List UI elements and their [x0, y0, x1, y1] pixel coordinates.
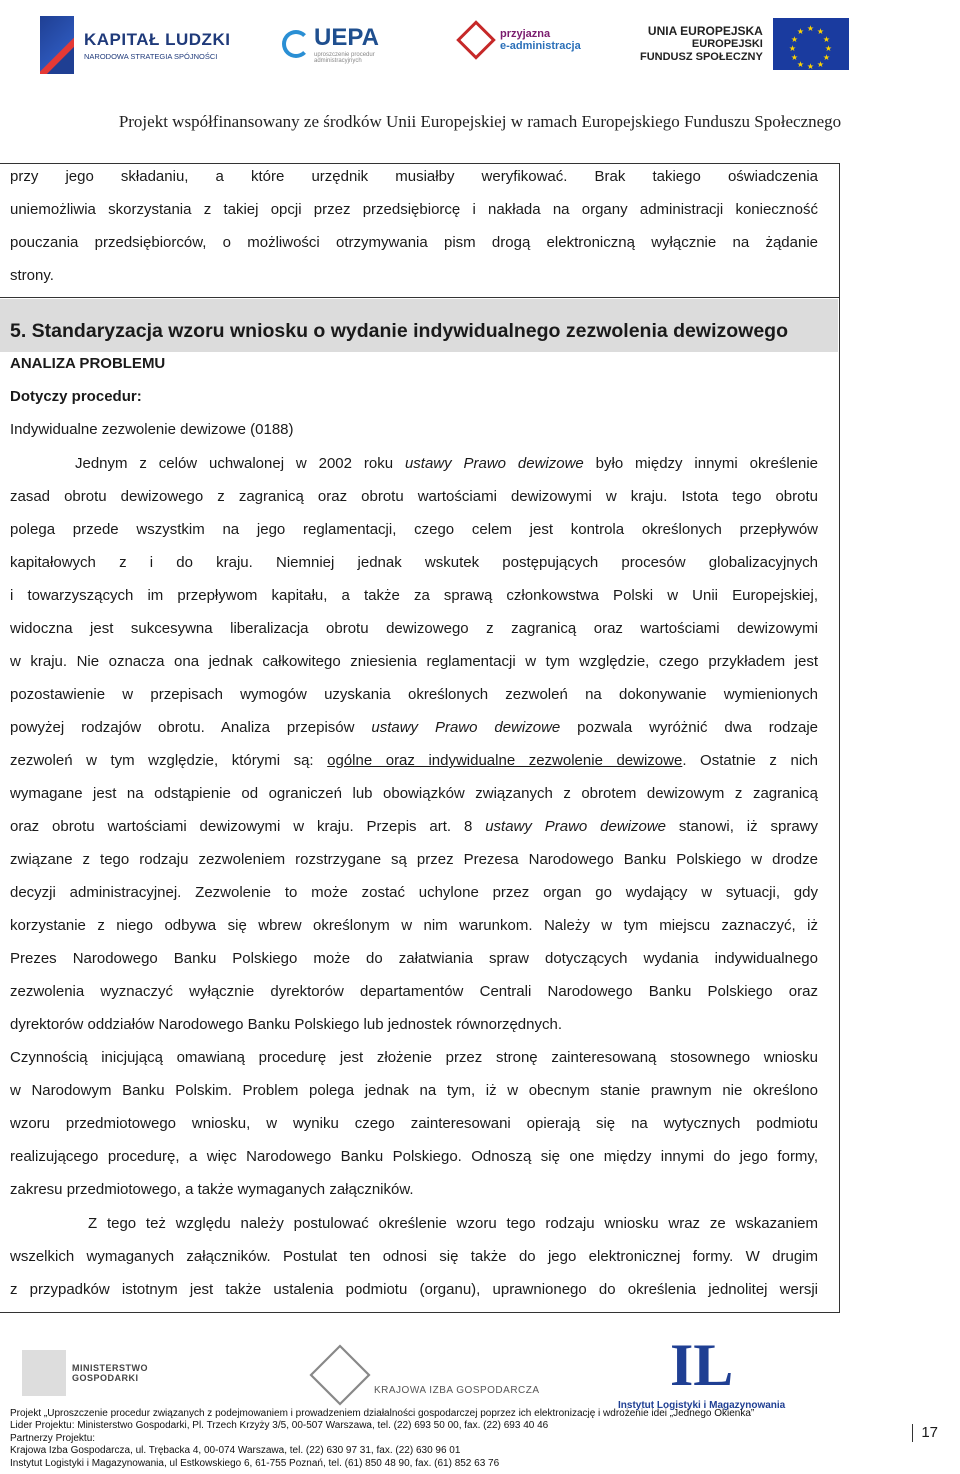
kapital-ludzki-logo — [40, 16, 230, 74]
il-mark: IL — [669, 1332, 734, 1398]
paragraph-line: korzystanie z niego odbywa się wbrew określonym w nim warunkom. Należy w tym miejscu zaznaczyć, iż — [10, 917, 818, 934]
footer-line: Instytut Logistyki i Magazynowania, ul Estkowskiego 6, 61-755 Poznań, tel. (61) 850 48 90, fax. (61) 852 63 76 — [10, 1457, 500, 1469]
analysis-label: ANALIZA PROBLEMU — [10, 355, 166, 372]
mg-line2: GOSPODARKI — [72, 1373, 139, 1383]
paragraph-line: polega przede wszystkim na jego reglamentacji, czego celem jest kontrola określonych przepływów — [10, 521, 818, 538]
paragraph-line: Jednym z celów uchwalonej w 2002 roku ustawy Prawo dewizowe było między innymi określenie — [75, 455, 819, 472]
paragraph-line: związane z tego rodzaju zezwoleniem rozstrzygane są przez Prezesa Narodowego Banku Polskiego w drodze — [10, 851, 818, 868]
paragraph-line: w kraju. Nie oznacza ona jednak całkowitego zniesienia reglamentacji w tym względzie, czego przykładem jest — [10, 653, 818, 670]
kapital-ludzki-icon — [40, 16, 74, 74]
paragraph-line: z przypadków istotnym jest także ustalenia podmiotu (organu), uprawnionego do określenia jednolitej wersji — [10, 1281, 818, 1298]
footer-logos — [0, 1330, 960, 1410]
paragraph-line: kapitałowych z i do kraju. Niemniej jednak wskutek postępujących procesów globalizacyjnych — [10, 554, 818, 571]
paragraph-line: decyzji administracyjnej. Zezwolenie to może zostać uchylone przez organ go wydający w sytuacji, gdy — [10, 884, 818, 901]
przyjazna-e-administracja-logo — [462, 26, 581, 54]
kapital-ludzki-subtitle: NARODOWA STRATEGIA SPÓJNOŚCI — [84, 51, 218, 61]
paragraph-line: zasad obrotu dewizowego z zagranicą oraz obrotu wartościami dewizowymi w kraju. Istota tego obrotu — [10, 488, 818, 505]
paragraph-line: zakresu przedmiotowego, a także wymaganych załączników. — [10, 1181, 414, 1198]
intro-line: uniemożliwia skorzystania z takiej opcji przez przedsiębiorcę i nakłada na organy administracji konieczność — [10, 201, 818, 218]
section-divider — [0, 297, 840, 298]
procedure-name: Indywidualne zezwolenie dewizowe (0188) — [10, 421, 294, 438]
eagle-emblem-icon — [22, 1350, 66, 1396]
ministerstwo-gospodarki-logo — [22, 1350, 148, 1396]
kig-emblem-icon — [309, 1344, 370, 1405]
footer-line: Projekt „Uproszczenie procedur związanych z podejmowaniem i prowadzeniem działalności gospodarczej poprzez ich elektronizację i wdrożenie idei „Jednego Okienka” — [10, 1408, 755, 1419]
page-number: 17 — [912, 1424, 938, 1442]
paragraph-line: zezwolenia wyznaczyć wyłącznie dyrektorów departamentów Centrali Narodowego Banku Polskiego oraz — [10, 983, 818, 1000]
footer-text — [10, 1408, 910, 1470]
paragraph-line: dyrektorów oddziałów Narodowego Banku Polskiego lub jednostek równorzędnych. — [10, 1016, 562, 1033]
instytut-logistyki-logo — [618, 1330, 785, 1411]
uepa-subtitle: uproszczenie procedur administracyjnych — [314, 52, 375, 64]
unia-europejska-logo — [640, 18, 849, 70]
paragraph-line: realizującego procedurę, a więc Narodowego Banku Polskiego. Odnoszą się one między innymi do jego formy, — [10, 1148, 818, 1165]
paragraph-line: Czynnością inicjującą omawianą procedurę jest złożenie przez stronę zainteresowaną stosownego wniosku — [10, 1049, 818, 1066]
uepa-title: UEPA — [314, 24, 379, 51]
kapital-ludzki-title: KAPITAŁ LUDZKI — [84, 29, 231, 49]
paragraph-line: Z tego też względu należy postulować określenie wzoru tego rodzaju wniosku wraz ze wskazaniem — [88, 1215, 818, 1232]
project-cofinancing-line: Projekt współfinansowany ze środków Unii Europejskiej w ramach Europejskiego Funduszu Społecznego — [118, 112, 842, 131]
paragraph-line: wzoru przedmiotowego wniosku, w wyniku czego zainteresowani opierają się na wytycznych podmiotu — [10, 1115, 818, 1132]
przyjazna-line2: e-administracja — [500, 40, 581, 52]
ue-line2: EUROPEJSKI — [691, 37, 763, 50]
przyjazna-line1: przyjazna — [500, 28, 551, 40]
kig-name: KRAJOWA IZBA GOSPODARCZA — [374, 1384, 540, 1396]
il-name: Instytut Logistyki i Magazynowania — [618, 1400, 786, 1411]
intro-line: strony. — [10, 267, 54, 284]
procedures-label: Dotyczy procedur: — [10, 388, 142, 405]
section-heading: 5. Standaryzacja wzoru wniosku o wydanie indywidualnego zezwolenia dewizowego — [10, 320, 788, 342]
paragraph-line: oraz obrotu wartościami dewizowymi w kraju. Przepis art. 8 ustawy Prawo dewizowe stanowi, iż sprawy — [10, 818, 819, 835]
paragraph-line: pozostawienie w przepisach wymogów uzyskania określonych zezwoleń na dokonywanie wymienionych — [10, 686, 818, 703]
footer-line: Krajowa Izba Gospodarcza, ul. Trębacka 4, 00-074 Warszawa, tel. (22) 630 97 31, fax. (22) 630 96 01 — [10, 1445, 461, 1457]
intro-line: przy jego składaniu, a które urzędnik musiałby weryfikować. Brak takiego oświadczenia — [10, 168, 818, 185]
footer-line: Partnerzy Projektu: — [10, 1432, 96, 1444]
paragraph-line: Prezes Narodowego Banku Polskiego może do załatwiania spraw dotyczących wydania indywidualnego — [10, 950, 818, 967]
paragraph-line: wszelkich wymaganych załączników. Postulat ten odnosi się także do jego elektronicznej formy. W drugim — [10, 1248, 818, 1265]
mg-line1: MINISTERSTWO — [72, 1363, 148, 1373]
krajowa-izba-gospodarcza-logo — [310, 1345, 540, 1405]
header-logos — [0, 0, 960, 90]
uepa-logo — [282, 24, 404, 64]
intro-line: pouczania przedsiębiorców, o możliwości otrzymywania pism drogą elektroniczną wyłącznie na żądanie — [10, 234, 818, 251]
ue-line3: FUNDUSZ SPOŁECZNY — [640, 50, 763, 63]
paragraph-line: w Narodowym Banku Polskim. Problem polega jednak na tym, iż w obecnym stanie prawnym nie określono — [10, 1082, 818, 1099]
uepa-icon — [282, 30, 310, 58]
paragraph-line: i towarzyszących im przepływom kapitału, a także za sprawą członkowstwa Polski w Unii Europejskiej, — [10, 587, 818, 604]
paragraph-line: wymagane jest na odstąpienie od ograniczeń lub obowiązków związanych z obrotem dewizowym z zagranicą — [10, 785, 818, 802]
paragraph-line: widoczna jest sukcesywna liberalizacja obrotu dewizowego z zagranicą oraz wartościami dewizowymi — [10, 620, 818, 637]
paragraph-line: powyżej rodzajów obrotu. Analiza przepisów ustawy Prawo dewizowe pozwala wyróżnić dwa rodzaje — [10, 719, 818, 736]
paragraph-line: zezwoleń w tym względzie, którymi są: ogólne oraz indywidualne zezwolenie dewizowe. Ostatnie z nich — [10, 752, 818, 769]
footer-line: Lider Projektu: Ministerstwo Gospodarki, Pl. Trzech Krzyży 3/5, 00-507 Warszawa, tel. (22) 693 50 00, fax. (22) 693 40 46 — [10, 1420, 549, 1432]
puzzle-icon — [456, 20, 496, 60]
ue-line1: UNIA EUROPEJSKA — [647, 23, 763, 38]
eu-flag-icon: ★ ★ ★ ★ ★ ★ ★ ★ ★ ★ ★ ★ — [773, 18, 849, 70]
